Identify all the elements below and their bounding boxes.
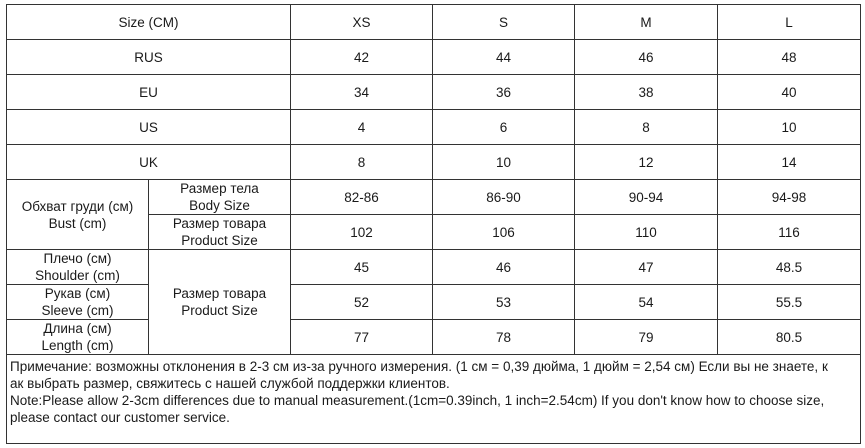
bust-label-ru: Обхват груди (см) (21, 198, 134, 214)
size-l-header: L (718, 5, 861, 40)
measurement-note (7, 355, 861, 444)
us-xs: 4 (291, 110, 433, 145)
note-ru-line-2: ак выбрать размер, свяжитесь с нашей службой поддержки клиентов. (10, 376, 450, 391)
sleeve-xs: 52 (291, 285, 433, 320)
length-row (7, 320, 861, 355)
product-size-group-label-en: Product Size (181, 303, 258, 318)
bust-product-xs: 102 (291, 215, 433, 250)
shoulder-label-ru: Плечо (см) (43, 251, 112, 266)
note-en-line-1: Note:Please allow 2-3cm differences due to manual measurement.(1cm=0.39inch, 1 inch=2.54cm) If you don't know how to choose size, (10, 393, 825, 408)
uk-s: 10 (433, 145, 575, 180)
sleeve-row (7, 285, 861, 320)
sleeve-label-en: Sleeve (cm) (41, 303, 114, 318)
size-cm-header: Size (CM) (7, 5, 291, 40)
length-m: 79 (575, 320, 718, 355)
note-ru-line-1: Примечание: возможны отклонения в 2-3 см из-за ручного измерения. (1 см = 0,39 дюйма, 1 дюйм = 2,54 см) Если вы не знаете, к (10, 359, 828, 374)
bust-body-s: 86-90 (433, 180, 575, 215)
bust-product-s: 106 (433, 215, 575, 250)
rus-l: 48 (718, 40, 861, 75)
us-row (7, 110, 861, 145)
length-label (7, 320, 149, 355)
shoulder-label-en: Shoulder (cm) (35, 268, 120, 283)
us-m: 8 (575, 110, 718, 145)
us-label: US (7, 110, 291, 145)
bust-product-l: 116 (718, 215, 861, 250)
product-size-group-label (149, 250, 291, 355)
bust-label (7, 180, 149, 250)
length-s: 78 (433, 320, 575, 355)
shoulder-row (7, 250, 861, 285)
length-label-en: Length (cm) (41, 338, 114, 353)
eu-s: 36 (433, 75, 575, 110)
rus-m: 46 (575, 40, 718, 75)
bust-product-m: 110 (575, 215, 718, 250)
bust-body-xs: 82-86 (291, 180, 433, 215)
eu-m: 38 (575, 75, 718, 110)
uk-row (7, 145, 861, 180)
product-size-group-label-ru: Размер товара (172, 286, 267, 301)
header-row (7, 5, 861, 40)
product-size-label-en: Product Size (181, 233, 258, 248)
note-row (7, 355, 861, 444)
shoulder-l: 48.5 (718, 250, 861, 285)
body-size-label (149, 180, 291, 215)
length-l: 80.5 (718, 320, 861, 355)
shoulder-s: 46 (433, 250, 575, 285)
rus-xs: 42 (291, 40, 433, 75)
length-label-ru: Длина (см) (43, 321, 112, 336)
sleeve-m: 54 (575, 285, 718, 320)
eu-label: EU (7, 75, 291, 110)
product-size-label-ru: Размер товара (172, 216, 267, 231)
bust-body-l: 94-98 (718, 180, 861, 215)
size-s-header: S (433, 5, 575, 40)
length-xs: 77 (291, 320, 433, 355)
sleeve-l: 55.5 (718, 285, 861, 320)
size-chart-table (6, 4, 861, 444)
rus-row (7, 40, 861, 75)
shoulder-m: 47 (575, 250, 718, 285)
size-m-header: M (575, 5, 718, 40)
uk-xs: 8 (291, 145, 433, 180)
uk-l: 14 (718, 145, 861, 180)
eu-xs: 34 (291, 75, 433, 110)
rus-label: RUS (7, 40, 291, 75)
body-size-label-en: Body Size (189, 198, 250, 213)
eu-l: 40 (718, 75, 861, 110)
sleeve-label-ru: Рукав (см) (44, 286, 111, 301)
size-xs-header: XS (291, 5, 433, 40)
bust-body-m: 90-94 (575, 180, 718, 215)
shoulder-label (7, 250, 149, 285)
us-s: 6 (433, 110, 575, 145)
us-l: 10 (718, 110, 861, 145)
bust-label-en: Bust (cm) (48, 215, 107, 231)
uk-label: UK (7, 145, 291, 180)
sleeve-s: 53 (433, 285, 575, 320)
sleeve-label (7, 285, 149, 320)
uk-m: 12 (575, 145, 718, 180)
bust-body-row (7, 180, 861, 215)
shoulder-xs: 45 (291, 250, 433, 285)
rus-s: 44 (433, 40, 575, 75)
body-size-label-ru: Размер тела (180, 181, 259, 196)
eu-row (7, 75, 861, 110)
note-en-line-2: please contact our customer service. (10, 410, 230, 425)
product-size-label (149, 215, 291, 250)
